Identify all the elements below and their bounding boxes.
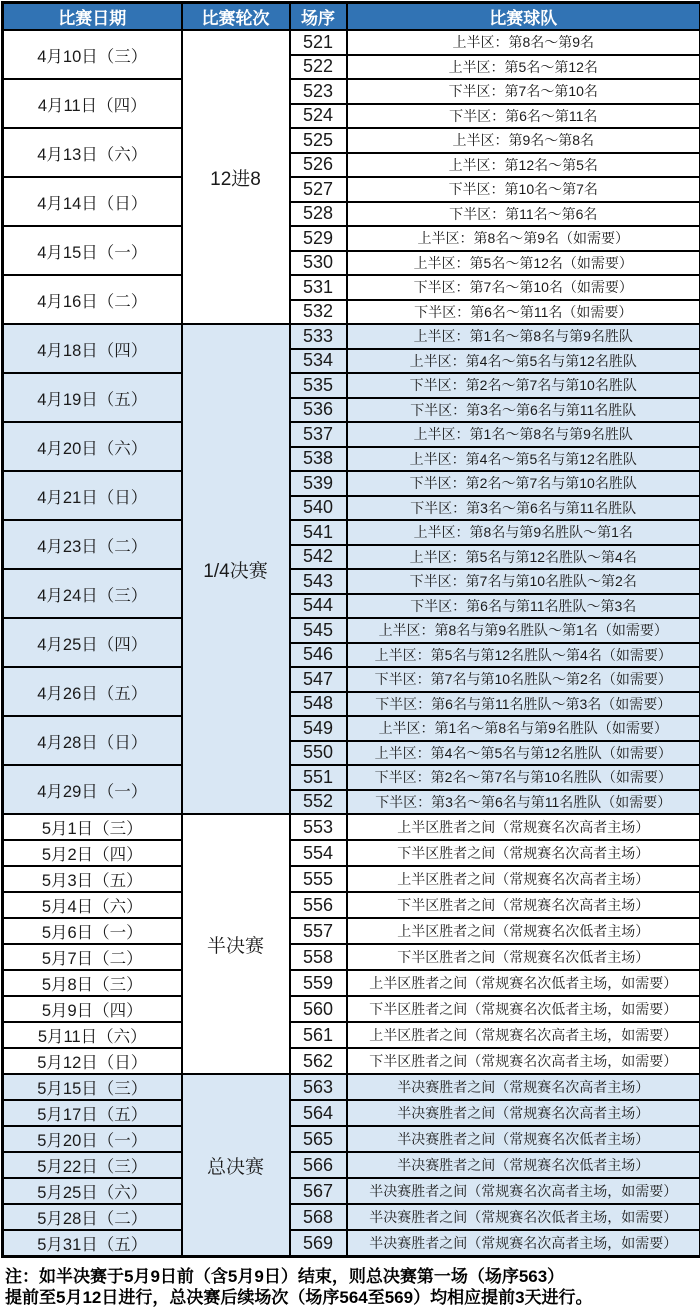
game-row	[3, 79, 700, 104]
game-number: 537	[290, 422, 347, 447]
game-teams: 下半区：第3名～第6名与第11名胜队	[347, 496, 700, 521]
game-teams: 上半区：第8名～第9名	[347, 30, 700, 55]
game-number: 540	[290, 496, 347, 521]
game-number: 530	[290, 251, 347, 276]
game-teams: 上半区胜者之间（常规赛名次高者主场）	[347, 814, 700, 840]
game-row	[3, 1048, 700, 1074]
game-number: 562	[290, 1048, 347, 1074]
date-cell: 5月1日（三）	[3, 814, 182, 840]
date-cell: 4月13日（六）	[3, 128, 182, 177]
game-teams: 上半区：第4名～第5名与第12名胜队	[347, 447, 700, 472]
game-row	[3, 275, 700, 300]
date-cell: 5月3日（五）	[3, 866, 182, 892]
date-cell: 5月4日（六）	[3, 892, 182, 918]
column-header-3: 比赛球队	[347, 3, 700, 31]
date-cell: 4月25日（四）	[3, 618, 182, 667]
game-number: 527	[290, 177, 347, 202]
game-number: 555	[290, 866, 347, 892]
game-number: 525	[290, 128, 347, 153]
game-number: 558	[290, 944, 347, 970]
game-number: 528	[290, 202, 347, 227]
game-teams: 下半区：第7名～第10名	[347, 79, 700, 104]
column-header-0: 比赛日期	[3, 3, 182, 31]
date-cell: 5月2日（四）	[3, 840, 182, 866]
game-teams: 上半区：第9名～第8名	[347, 128, 700, 153]
game-number: 569	[290, 1230, 347, 1257]
column-header-1: 比赛轮次	[182, 3, 290, 31]
game-teams: 下半区：第10名～第7名	[347, 177, 700, 202]
game-row	[3, 373, 700, 398]
game-teams: 下半区胜者之间（常规赛名次高者主场）	[347, 892, 700, 918]
game-teams: 上半区：第12名～第5名	[347, 153, 700, 178]
game-teams: 下半区：第3名～第6名与第11名胜队（如需要）	[347, 790, 700, 815]
game-row	[3, 866, 700, 892]
game-teams: 半决赛胜者之间（常规赛名次低者主场，如需要）	[347, 1204, 700, 1230]
round-cell: 1/4决赛	[182, 324, 290, 814]
game-row	[3, 814, 700, 840]
game-row	[3, 128, 700, 153]
game-number: 523	[290, 79, 347, 104]
game-number: 524	[290, 104, 347, 129]
date-cell: 5月20日（一）	[3, 1126, 182, 1152]
date-cell: 4月18日（四）	[3, 324, 182, 373]
date-cell: 5月11日（六）	[3, 1022, 182, 1048]
game-teams: 上半区：第1名～第8名与第9名胜队	[347, 422, 700, 447]
game-row	[3, 520, 700, 545]
date-cell: 4月11日（四）	[3, 79, 182, 128]
game-teams: 下半区：第11名～第6名	[347, 202, 700, 227]
date-cell: 4月19日（五）	[3, 373, 182, 422]
game-teams: 上半区：第1名～第8名与第9名胜队（如需要）	[347, 716, 700, 741]
game-teams: 上半区胜者之间（常规赛名次低者主场，如需要）	[347, 970, 700, 996]
date-cell: 4月14日（日）	[3, 177, 182, 226]
game-teams: 下半区：第3名～第6名与第11名胜队	[347, 398, 700, 423]
game-teams: 半决赛胜者之间（常规赛名次低者主场）	[347, 1126, 700, 1152]
date-cell: 4月26日（五）	[3, 667, 182, 716]
game-number: 564	[290, 1100, 347, 1126]
game-number: 535	[290, 373, 347, 398]
game-number: 544	[290, 594, 347, 619]
game-teams: 下半区胜者之间（常规赛名次高者主场，如需要）	[347, 1048, 700, 1074]
date-cell: 4月23日（二）	[3, 520, 182, 569]
header-row	[3, 3, 700, 31]
game-teams: 上半区胜者之间（常规赛名次高者主场）	[347, 866, 700, 892]
game-row	[3, 840, 700, 866]
game-number: 557	[290, 918, 347, 944]
game-number: 550	[290, 741, 347, 766]
date-cell: 5月25日（六）	[3, 1178, 182, 1204]
game-number: 559	[290, 970, 347, 996]
column-header-2: 场序	[290, 3, 347, 31]
game-teams: 下半区胜者之间（常规赛名次低者主场）	[347, 944, 700, 970]
date-cell: 5月15日（三）	[3, 1074, 182, 1100]
game-teams: 下半区：第2名～第7名与第10名胜队（如需要）	[347, 765, 700, 790]
game-number: 531	[290, 275, 347, 300]
game-number: 539	[290, 471, 347, 496]
round-cell: 总决赛	[182, 1074, 290, 1257]
game-teams: 下半区：第2名～第7名与第10名胜队	[347, 471, 700, 496]
game-row	[3, 569, 700, 594]
game-row	[3, 918, 700, 944]
game-row	[3, 1178, 700, 1204]
game-teams: 下半区：第7名与第10名胜队～第2名	[347, 569, 700, 594]
playoff-schedule-table	[1, 1, 700, 1258]
game-teams: 上半区胜者之间（常规赛名次高者主场，如需要）	[347, 1022, 700, 1048]
game-teams: 上半区胜者之间（常规赛名次低者主场）	[347, 918, 700, 944]
schedule-body	[3, 30, 700, 1257]
game-number: 565	[290, 1126, 347, 1152]
footnote	[1, 1258, 699, 1308]
game-number: 541	[290, 520, 347, 545]
game-number: 551	[290, 765, 347, 790]
game-teams: 上半区：第5名～第12名	[347, 55, 700, 80]
game-row	[3, 618, 700, 643]
game-teams: 半决赛胜者之间（常规赛名次高者主场，如需要）	[347, 1230, 700, 1257]
game-teams: 下半区：第6名～第11名（如需要）	[347, 300, 700, 325]
date-cell: 4月21日（日）	[3, 471, 182, 520]
game-teams: 半决赛胜者之间（常规赛名次低者主场）	[347, 1152, 700, 1178]
game-number: 561	[290, 1022, 347, 1048]
game-number: 560	[290, 996, 347, 1022]
date-cell: 5月28日（二）	[3, 1204, 182, 1230]
game-row	[3, 716, 700, 741]
game-row	[3, 1074, 700, 1100]
game-number: 549	[290, 716, 347, 741]
game-number: 526	[290, 153, 347, 178]
game-row	[3, 324, 700, 349]
date-cell: 4月28日（日）	[3, 716, 182, 765]
date-cell: 5月31日（五）	[3, 1230, 182, 1257]
game-teams: 下半区胜者之间（常规赛名次高者主场）	[347, 840, 700, 866]
date-cell: 5月22日（三）	[3, 1152, 182, 1178]
game-row	[3, 422, 700, 447]
date-cell: 4月15日（一）	[3, 226, 182, 275]
game-row	[3, 944, 700, 970]
game-row	[3, 1100, 700, 1126]
game-number: 538	[290, 447, 347, 472]
game-number: 529	[290, 226, 347, 251]
date-cell: 5月9日（四）	[3, 996, 182, 1022]
game-row	[3, 226, 700, 251]
date-cell: 4月16日（二）	[3, 275, 182, 324]
game-number: 552	[290, 790, 347, 815]
game-teams: 下半区：第6名与第11名胜队～第3名（如需要）	[347, 692, 700, 717]
game-teams: 下半区：第2名～第7名与第10名胜队	[347, 373, 700, 398]
game-number: 556	[290, 892, 347, 918]
game-number: 567	[290, 1178, 347, 1204]
game-number: 542	[290, 545, 347, 570]
game-row	[3, 1152, 700, 1178]
game-row	[3, 471, 700, 496]
game-teams: 上半区：第8名～第9名（如需要）	[347, 226, 700, 251]
game-number: 521	[290, 30, 347, 55]
game-number: 534	[290, 349, 347, 374]
game-row	[3, 1022, 700, 1048]
game-teams: 下半区：第7名～第10名（如需要）	[347, 275, 700, 300]
date-cell: 5月7日（二）	[3, 944, 182, 970]
footnote-line-2: 提前至5月12日进行，总决赛后续场次（场序564至569）均相应提前3天进行。	[5, 1287, 695, 1308]
game-number: 563	[290, 1074, 347, 1100]
game-row	[3, 970, 700, 996]
date-cell: 4月24日（三）	[3, 569, 182, 618]
game-teams: 上半区：第4名～第5名与第12名胜队（如需要）	[347, 741, 700, 766]
game-row	[3, 177, 700, 202]
date-cell: 5月8日（三）	[3, 970, 182, 996]
game-row	[3, 1204, 700, 1230]
game-number: 546	[290, 643, 347, 668]
game-teams: 半决赛胜者之间（常规赛名次高者主场，如需要）	[347, 1178, 700, 1204]
game-teams: 下半区胜者之间（常规赛名次低者主场，如需要）	[347, 996, 700, 1022]
game-number: 547	[290, 667, 347, 692]
date-cell: 5月12日（日）	[3, 1048, 182, 1074]
game-row	[3, 667, 700, 692]
game-number: 532	[290, 300, 347, 325]
game-number: 554	[290, 840, 347, 866]
game-number: 553	[290, 814, 347, 840]
date-cell: 5月17日（五）	[3, 1100, 182, 1126]
game-row	[3, 1126, 700, 1152]
game-teams: 半决赛胜者之间（常规赛名次高者主场）	[347, 1074, 700, 1100]
game-number: 545	[290, 618, 347, 643]
game-number: 566	[290, 1152, 347, 1178]
date-cell: 4月29日（一）	[3, 765, 182, 814]
game-teams: 上半区：第8名与第9名胜队～第1名	[347, 520, 700, 545]
game-row	[3, 996, 700, 1022]
game-teams: 上半区：第8名与第9名胜队～第1名（如需要）	[347, 618, 700, 643]
game-teams: 下半区：第6名与第11名胜队～第3名	[347, 594, 700, 619]
game-teams: 上半区：第5名与第12名胜队～第4名（如需要）	[347, 643, 700, 668]
game-teams: 半决赛胜者之间（常规赛名次高者主场）	[347, 1100, 700, 1126]
game-number: 543	[290, 569, 347, 594]
date-cell: 4月20日（六）	[3, 422, 182, 471]
date-cell: 5月6日（一）	[3, 918, 182, 944]
game-number: 568	[290, 1204, 347, 1230]
game-row	[3, 765, 700, 790]
game-number: 533	[290, 324, 347, 349]
game-teams: 下半区：第6名～第11名	[347, 104, 700, 129]
game-teams: 上半区：第5名～第12名（如需要）	[347, 251, 700, 276]
round-cell: 半决赛	[182, 814, 290, 1074]
game-row	[3, 892, 700, 918]
footnote-line-1: 注：如半决赛于5月9日前（含5月9日）结束，则总决赛第一场（场序563）	[5, 1266, 695, 1287]
game-teams: 上半区：第4名～第5名与第12名胜队	[347, 349, 700, 374]
date-cell: 4月10日（三）	[3, 30, 182, 79]
game-teams: 上半区：第1名～第8名与第9名胜队	[347, 324, 700, 349]
game-number: 548	[290, 692, 347, 717]
game-teams: 上半区：第5名与第12名胜队～第4名	[347, 545, 700, 570]
game-row	[3, 1230, 700, 1257]
game-teams: 下半区：第7名与第10名胜队～第2名（如需要）	[347, 667, 700, 692]
round-cell: 12进8	[182, 30, 290, 324]
game-number: 522	[290, 55, 347, 80]
game-number: 536	[290, 398, 347, 423]
game-row	[3, 30, 700, 55]
